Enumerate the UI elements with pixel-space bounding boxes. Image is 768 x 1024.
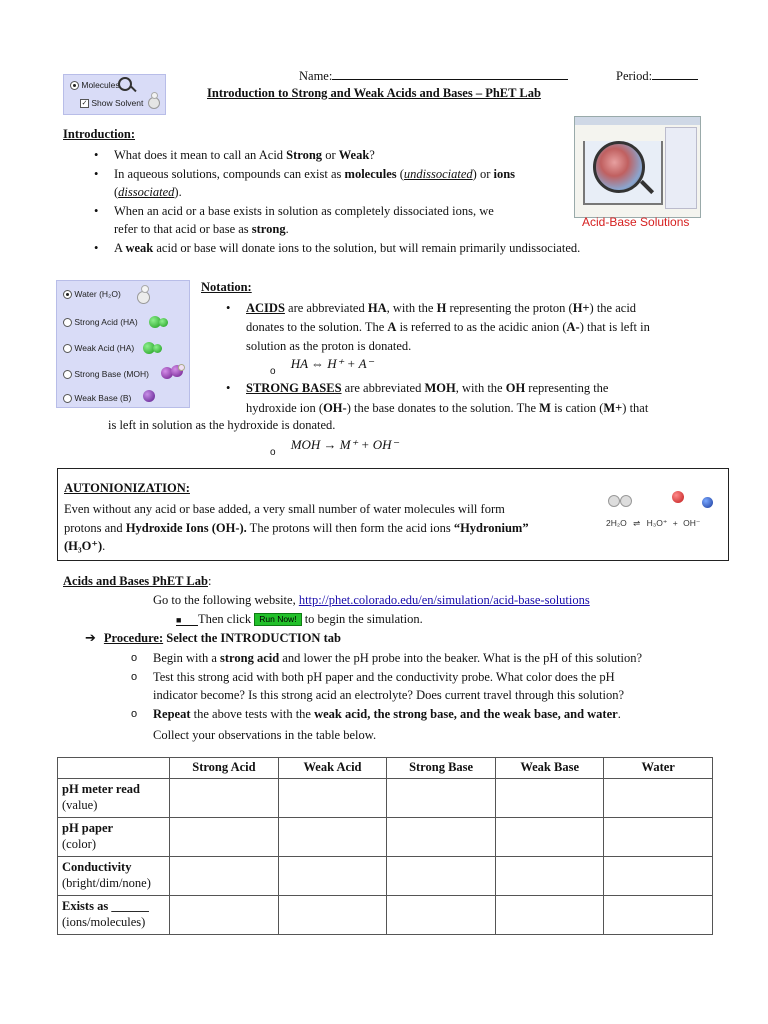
hydronium-icon bbox=[672, 491, 684, 503]
intro-dissociated: dissociated bbox=[118, 185, 175, 199]
table-cell[interactable] bbox=[170, 857, 279, 896]
bullet-icon: • bbox=[94, 166, 99, 181]
bases-m: M bbox=[539, 400, 551, 415]
collect-text: Collect your observations in the table below. bbox=[153, 728, 377, 742]
acids-line2-pre: donates to the solution. The bbox=[246, 320, 388, 334]
water-label: Water (H₂O) bbox=[74, 289, 121, 299]
acids-aminus: A- bbox=[566, 320, 580, 334]
notation-bases bbox=[226, 379, 726, 418]
list-item bbox=[94, 146, 574, 165]
intro-b2-open: ( bbox=[396, 166, 404, 181]
row-header bbox=[58, 857, 170, 896]
water-option[interactable] bbox=[63, 289, 121, 299]
period-label: Period: bbox=[616, 69, 653, 83]
acids-line3: solution as the proton is donated. bbox=[246, 339, 412, 353]
acids-line2-mid: is referred to as the acidic anion ( bbox=[396, 320, 567, 334]
lab-heading-text: Acids and Bases PhET Lab bbox=[63, 574, 208, 588]
bases-line2-post: ) that bbox=[622, 400, 649, 415]
row-header bbox=[58, 896, 170, 935]
row-subtitle: (color) bbox=[62, 837, 97, 851]
intro-b4-post: acid or base will donate ions to the solution, but will remain primarily undissociated. bbox=[153, 240, 581, 255]
show-solvent-label: Show Solvent bbox=[91, 98, 144, 108]
strong-acid-icon-atom bbox=[159, 318, 168, 327]
intro-weak: Weak bbox=[338, 148, 370, 162]
weak-base-icon bbox=[143, 390, 155, 402]
p3-repeat: Repeat bbox=[153, 706, 191, 721]
table-cell[interactable] bbox=[387, 818, 496, 857]
bullet-icon: • bbox=[94, 148, 99, 162]
bases-t1: are abbreviated bbox=[341, 381, 425, 395]
intro-b3-post: . bbox=[285, 222, 289, 236]
row-header bbox=[58, 818, 170, 857]
intro-molecules: molecules bbox=[344, 166, 397, 181]
p2-line2: indicator become? Is this strong acid an electrolyte? Does current travel through this solution? bbox=[153, 688, 625, 702]
bases-line2-mid2: is cation ( bbox=[550, 400, 604, 415]
begin-sim-text: to begin the simulation. bbox=[301, 612, 423, 626]
autoionization-box bbox=[57, 468, 729, 561]
table-cell[interactable] bbox=[278, 779, 386, 818]
table-cell[interactable] bbox=[170, 779, 279, 818]
strong-acid-label: Strong Acid (HA) bbox=[74, 317, 138, 327]
introduction-list bbox=[94, 146, 581, 257]
eq-plus: + bbox=[672, 518, 678, 528]
water-molecule-icon bbox=[620, 495, 632, 507]
water-molecule-h-atom bbox=[151, 92, 158, 99]
acids-t1: are abbreviated bbox=[284, 301, 368, 315]
p1-pre: Begin with a bbox=[153, 651, 221, 665]
table-row bbox=[58, 857, 713, 896]
name-label: Name: bbox=[299, 69, 333, 83]
strong-acid-option[interactable] bbox=[63, 317, 138, 327]
row-title: pH meter read bbox=[62, 782, 140, 796]
sub-bullet-icon: o bbox=[270, 366, 276, 377]
intro-b4-pre: A bbox=[114, 240, 126, 255]
goto-text: Go to the following website, bbox=[153, 593, 299, 607]
table-cell[interactable] bbox=[278, 818, 386, 857]
then-click-text: Then click bbox=[198, 612, 255, 626]
weak-base-label: Weak Base (B) bbox=[74, 393, 132, 403]
lab-heading bbox=[63, 574, 211, 589]
introduction-heading: Introduction: bbox=[63, 127, 136, 141]
bases-oh: OH bbox=[505, 381, 526, 395]
p3-post: . bbox=[617, 706, 621, 721]
table-header-cell: Strong Acid bbox=[170, 758, 279, 779]
weak-acid-option[interactable] bbox=[63, 343, 134, 353]
notation-heading: Notation: bbox=[201, 280, 252, 294]
intro-b2-close2: ). bbox=[174, 185, 182, 199]
autoionization-line3-post: . bbox=[102, 539, 106, 553]
table-cell[interactable] bbox=[387, 896, 496, 935]
list-item bbox=[131, 705, 713, 724]
intro-undissociated: undissociated bbox=[403, 166, 473, 181]
row-header bbox=[58, 779, 170, 818]
magnified-solution-icon bbox=[593, 141, 645, 193]
observations-table bbox=[57, 757, 713, 935]
acids-h: H bbox=[436, 301, 447, 315]
intro-b3-strong: strong bbox=[251, 222, 286, 236]
bullet-icon: • bbox=[94, 203, 99, 218]
weak-acid-radio[interactable] bbox=[63, 344, 72, 353]
acids-a: A bbox=[387, 320, 397, 334]
table-cell[interactable] bbox=[387, 857, 496, 896]
sim-caption: Acid-Base Solutions bbox=[582, 215, 690, 229]
run-line bbox=[176, 612, 423, 627]
base-equation bbox=[270, 437, 399, 458]
bases-ohminus: OH- bbox=[323, 400, 347, 415]
table-cell[interactable] bbox=[604, 779, 713, 818]
intro-b2-open2: ( bbox=[114, 185, 119, 199]
intro-b1-text: What does it mean to call an Acid bbox=[114, 148, 287, 162]
magnifier-handle bbox=[130, 86, 136, 92]
weak-acid-label: Weak Acid (HA) bbox=[74, 343, 135, 353]
table-cell[interactable] bbox=[495, 896, 603, 935]
table-cell[interactable] bbox=[604, 896, 713, 935]
table-header-cell: Strong Base bbox=[387, 758, 496, 779]
simulation-screenshot bbox=[574, 116, 701, 218]
acids-hplus: H+ bbox=[572, 301, 590, 315]
show-solvent-checkbox[interactable]: ✓ bbox=[81, 100, 88, 108]
period-field[interactable] bbox=[616, 67, 698, 84]
bullet-icon: • bbox=[94, 240, 99, 255]
intro-ions: ions bbox=[493, 166, 516, 181]
sub-bullet-icon: o bbox=[131, 652, 138, 664]
acids-t2: , with the bbox=[386, 301, 437, 315]
bases-moh: MOH bbox=[424, 381, 456, 395]
water-molecule-icon bbox=[608, 495, 620, 507]
eq-h3o: H₃O⁺ bbox=[646, 518, 668, 528]
table-row bbox=[58, 896, 713, 935]
row-title: pH paper bbox=[62, 821, 114, 835]
table-header-cell bbox=[58, 758, 170, 779]
bases-line2-pre: hydroxide ion ( bbox=[246, 400, 324, 415]
eq-arrow: ⇌ bbox=[633, 518, 641, 528]
square-bullet-icon: ■ bbox=[176, 615, 198, 626]
autoionization-hydronium: “Hydronium” bbox=[453, 520, 529, 535]
sim-tab-bar bbox=[575, 117, 700, 125]
water-h-atom bbox=[141, 285, 149, 293]
list-item bbox=[94, 239, 581, 258]
eq-2h2o: 2H₂O bbox=[606, 518, 627, 528]
strong-base-icon-h bbox=[178, 364, 185, 371]
strong-base-option[interactable] bbox=[63, 369, 149, 379]
table-row bbox=[58, 779, 713, 818]
weak-base-radio[interactable] bbox=[63, 394, 72, 403]
phet-link[interactable]: http://phet.colorado.edu/en/simulation/acid-base-solutions bbox=[298, 593, 590, 607]
hydroxide-icon bbox=[702, 497, 713, 508]
intro-b1-mid: or bbox=[322, 148, 339, 162]
sub-bullet-icon: o bbox=[270, 447, 276, 458]
weak-acid-icon-atom bbox=[153, 344, 162, 353]
procedure-text: Select the INTRODUCTION tab bbox=[163, 631, 341, 645]
bases-t3: representing the bbox=[525, 381, 609, 395]
table-header-cell: Water bbox=[604, 758, 713, 779]
table-cell[interactable] bbox=[278, 896, 386, 935]
intro-b2-text: In aqueous solutions, compounds can exist as bbox=[114, 166, 345, 181]
row-title: Conductivity bbox=[62, 860, 132, 874]
bases-label: STRONG BASES bbox=[246, 381, 342, 395]
procedure-label: Procedure: bbox=[103, 631, 164, 645]
weak-base-option[interactable] bbox=[63, 393, 131, 403]
table-cell[interactable] bbox=[387, 779, 496, 818]
row-title: Exists as ______ bbox=[62, 899, 149, 913]
intro-b2-close: ) or bbox=[472, 166, 494, 181]
bullet-icon: • bbox=[226, 381, 231, 395]
intro-b3-line2: refer to that acid or base as bbox=[114, 222, 252, 236]
sub-bullet-icon: o bbox=[131, 707, 138, 720]
autoionization-line1: Even without any acid or base added, a very small number of water molecules will form bbox=[64, 502, 505, 516]
intro-b1-post: ? bbox=[369, 148, 375, 162]
bullet-icon: • bbox=[226, 301, 231, 315]
period-underline bbox=[652, 67, 698, 80]
name-field[interactable] bbox=[299, 67, 568, 84]
list-item bbox=[131, 649, 713, 668]
acids-line2-post: ) that is left in bbox=[579, 320, 650, 334]
magnifier-icon bbox=[118, 77, 132, 91]
table-header-cell: Weak Base bbox=[495, 758, 603, 779]
solution-selector-panel bbox=[56, 280, 190, 408]
list-item bbox=[94, 165, 574, 202]
strong-base-radio[interactable] bbox=[63, 370, 72, 379]
p2-line1: Test this strong acid with both pH paper and the conductivity probe. What color does the pH bbox=[153, 669, 615, 684]
goto-line bbox=[153, 593, 590, 608]
table-cell[interactable] bbox=[170, 818, 279, 857]
page-title: Introduction to Strong and Weak Acids and Bases – PhET Lab bbox=[207, 86, 541, 100]
p3-mid: the above tests with the bbox=[190, 706, 315, 721]
autoionization-heading: AUTONIONIZATION: bbox=[64, 481, 190, 495]
autoionization-line2-mid: The protons will then form the acid ions bbox=[246, 520, 454, 535]
acids-t3: representing the proton ( bbox=[446, 301, 573, 315]
table-cell[interactable] bbox=[495, 818, 603, 857]
display-options-panel bbox=[63, 74, 166, 115]
p3-bold2: weak acid, the strong base, and the weak base, and water bbox=[314, 706, 618, 721]
procedure-line bbox=[85, 630, 341, 646]
notation-acids bbox=[226, 299, 716, 356]
p1-bold: strong acid bbox=[220, 651, 280, 665]
eq-oh: OH⁻ bbox=[683, 518, 701, 528]
arrow-right-icon: ➔ bbox=[85, 630, 96, 645]
row-subtitle: (ions/molecules) bbox=[62, 915, 146, 929]
table-cell[interactable] bbox=[604, 818, 713, 857]
bases-t2: , with the bbox=[455, 381, 506, 395]
table-cell[interactable] bbox=[278, 857, 386, 896]
procedure-steps bbox=[131, 649, 713, 745]
autoionization-text bbox=[64, 500, 529, 556]
strong-base-label: Strong Base (MOH) bbox=[74, 369, 150, 379]
list-item bbox=[94, 202, 574, 239]
autoionization-line2-pre: protons and bbox=[64, 520, 126, 535]
row-subtitle: (value) bbox=[62, 798, 98, 812]
autoionization-h3o: (H₃O⁺) bbox=[64, 539, 103, 553]
intro-b3-line1: When an acid or a base exists in solution as completely dissociated ions, we bbox=[114, 203, 494, 218]
strong-acid-radio[interactable] bbox=[63, 318, 72, 327]
lab-heading-colon: : bbox=[207, 574, 212, 588]
list-item bbox=[131, 668, 713, 705]
acid-equation-text: HA ⇔ H⁺ + A⁻ bbox=[290, 356, 374, 371]
run-now-button[interactable]: Run Now! bbox=[254, 613, 301, 626]
bases-line3: is left in solution as the hydroxide is donated. bbox=[108, 418, 336, 432]
acids-t4: ) the acid bbox=[589, 301, 637, 315]
intro-strong: Strong bbox=[286, 148, 323, 162]
table-cell[interactable] bbox=[604, 857, 713, 896]
acids-label: ACIDS bbox=[246, 301, 285, 315]
autoionization-hydroxide: Hydroxide Ions (OH-). bbox=[125, 520, 247, 535]
table-cell[interactable] bbox=[495, 857, 603, 896]
molecules-label: Molecules bbox=[81, 80, 120, 90]
row-subtitle: (bright/dim/none) bbox=[62, 876, 151, 890]
table-row bbox=[58, 818, 713, 857]
water-radio[interactable] bbox=[63, 290, 72, 299]
molecules-radio[interactable] bbox=[70, 81, 79, 90]
name-underline bbox=[332, 67, 568, 80]
bases-mplus: M+ bbox=[603, 400, 623, 415]
p1-post: and lower the pH probe into the beaker. What is the pH of this solution? bbox=[279, 651, 643, 665]
autoionization-diagram bbox=[606, 491, 718, 533]
intro-b4-weak: weak bbox=[125, 240, 154, 255]
table-header-cell: Weak Acid bbox=[278, 758, 386, 779]
bases-line2-mid: ) the base donates to the solution. The bbox=[346, 400, 540, 415]
table-cell[interactable] bbox=[495, 779, 603, 818]
sim-controls-panel bbox=[665, 127, 697, 209]
acids-ha: HA bbox=[367, 301, 387, 315]
acid-equation bbox=[270, 356, 374, 377]
base-equation-text: MOH → M⁺ + OH⁻ bbox=[290, 437, 399, 452]
table-cell[interactable] bbox=[170, 896, 279, 935]
table-header-row bbox=[58, 758, 713, 779]
autoionization-equation-text bbox=[606, 518, 700, 529]
sub-bullet-icon: o bbox=[131, 670, 138, 683]
